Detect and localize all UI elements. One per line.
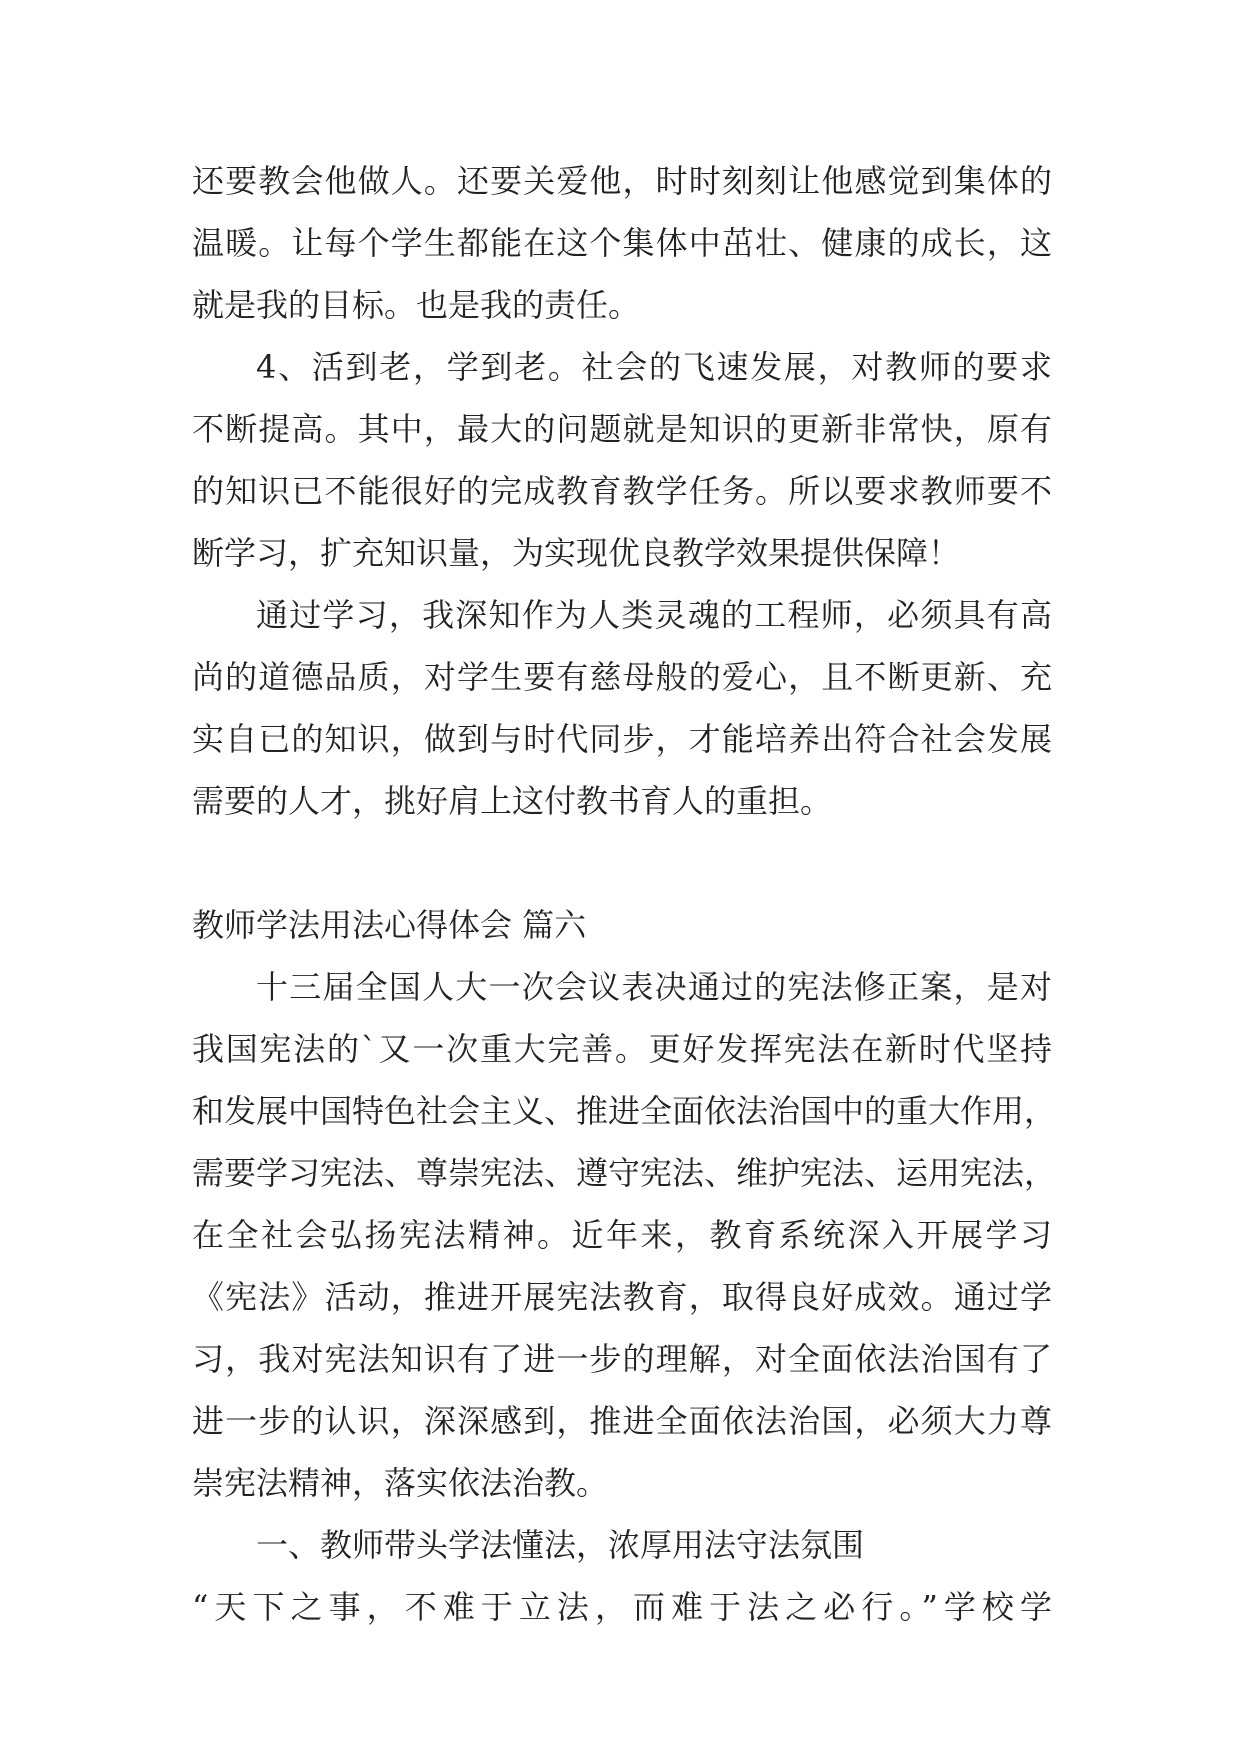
document-body <box>192 150 1057 1638</box>
text-line: 进一步的认识，深深感到，推进全面依法治国，必须大力尊 <box>192 1402 1052 1440</box>
text-line: 温暖。让每个学生都能在这个集体中茁壮、健康的成长，这 <box>192 224 1052 262</box>
paragraph-conclusion <box>192 584 1052 832</box>
text-line: 通过学习，我深知作为人类灵魂的工程师，必须具有高 <box>256 596 1052 634</box>
text-line: 尚的道德品质，对学生要有慈母般的爱心，且不断更新、充 <box>192 658 1052 696</box>
paragraph-continuation <box>192 150 1052 336</box>
subheading: 一、教师带头学法懂法，浓厚用法守法氛围 <box>256 1526 865 1564</box>
text-line: 和发展中国特色社会主义、推进全面依法治国中的重大作用， <box>192 1092 1057 1130</box>
text-line: 断学习，扩充知识量，为实现优良教学效果提供保障！ <box>192 534 961 572</box>
section-heading: 教师学法用法心得体会 篇六 <box>192 906 587 944</box>
text-line: 《宪法》活动，推进开展宪法教育，取得良好成效。通过学 <box>192 1278 1052 1316</box>
text-line: 4、活到老，学到老。社会的飞速发展，对教师的要求 <box>256 348 1052 386</box>
text-line: 在全社会弘扬宪法精神。近年来，教育系统深入开展学习 <box>192 1216 1052 1254</box>
text-line: 实自已的知识，做到与时代同步，才能培养出符合社会发展 <box>192 720 1052 758</box>
text-line: 就是我的目标。也是我的责任。 <box>192 286 641 324</box>
text-line: 崇宪法精神，落实依法治教。 <box>192 1464 609 1502</box>
quote-line: “天下之事，不难于立法，而难于法之必行。”学校学 <box>192 1588 1052 1626</box>
text-line: 十三届全国人大一次会议表决通过的宪法修正案，是对 <box>256 968 1052 1006</box>
text-line: 的知识已不能很好的完成教育教学任务。所以要求教师要不 <box>192 472 1052 510</box>
text-line: 我国宪法的`又一次重大完善。更好发挥宪法在新时代坚持 <box>192 1030 1052 1068</box>
text-line: 还要教会他做人。还要关爱他，时时刻刻让他感觉到集体的 <box>192 162 1052 200</box>
text-line: 需要的人才，挑好肩上这付教书育人的重担。 <box>192 782 833 820</box>
text-line: 需要学习宪法、尊崇宪法、遵守宪法、维护宪法、运用宪法， <box>192 1154 1057 1192</box>
text-line: 习，我对宪法知识有了进一步的理解，对全面依法治国有了 <box>192 1340 1052 1378</box>
paragraph-point-4 <box>192 336 1052 584</box>
paragraph-intro <box>192 956 1057 1514</box>
text-line: 不断提高。其中，最大的问题就是知识的更新非常快，原有 <box>192 410 1052 448</box>
